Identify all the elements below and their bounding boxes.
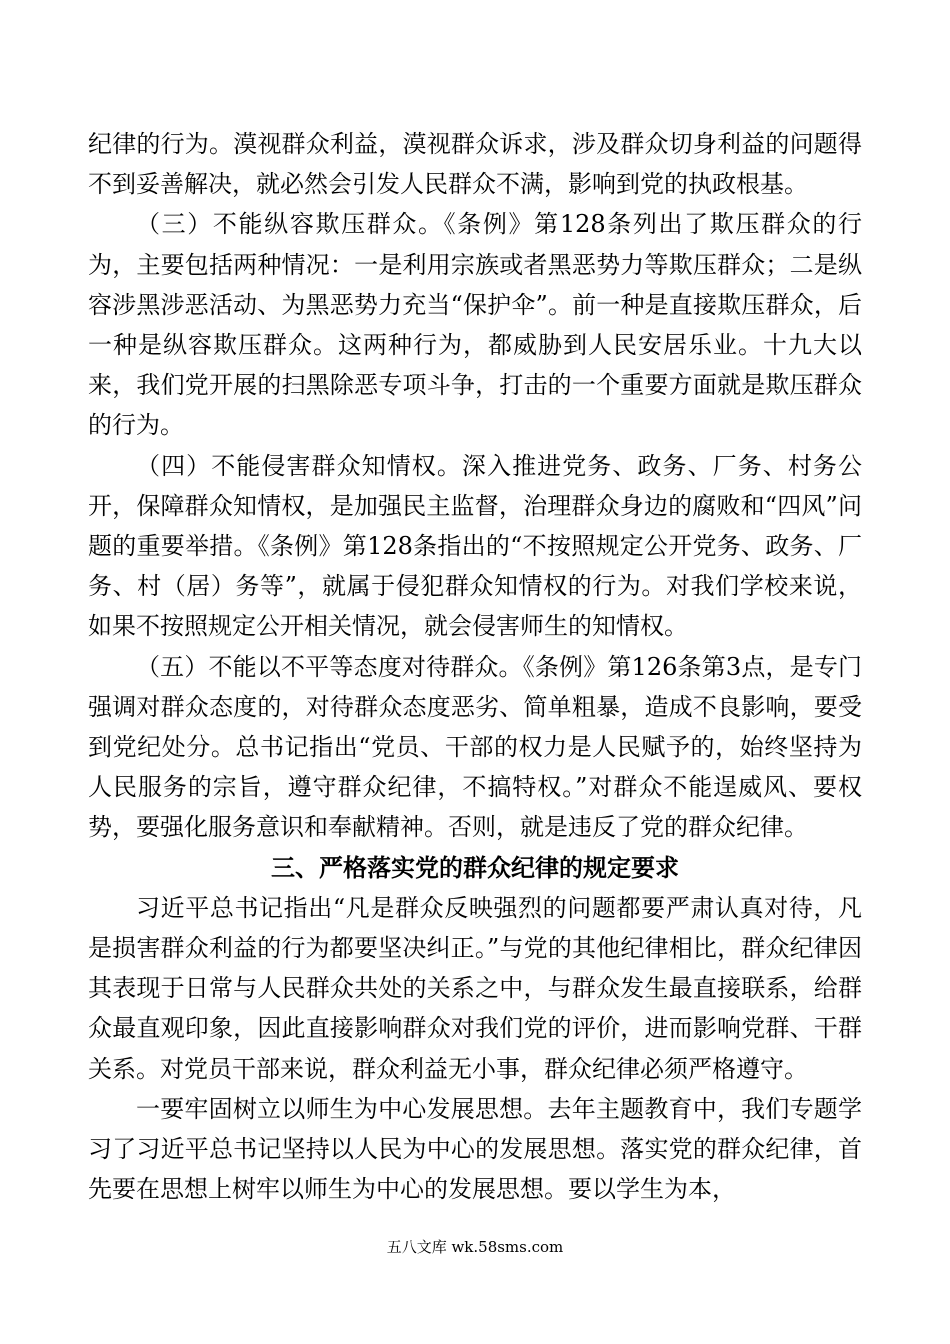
paragraph-point-one: 一要牢固树立以师生为中心发展思想。去年主题教育中，我们专题学习了习近平总书记坚持以人民为中心的发展思想。落实党的群众纪律，首先要在思想上树牢以师生为中心的发展思想。要以学生为本， (88, 1094, 862, 1204)
paragraph-item-four: （四）不能侵害群众知情权。深入推进党务、政务、厂务、村务公开，保障群众知情权，是加强民主监督，治理群众身边的腐败和“四风”问题的重要举措。《条例》第128条指出的“不按照规定公开党务、政务、厂务、村（居）务等”，就属于侵犯群众知情权的行为。对我们学校来说，如果不按照规定公开相关情况，就会侵害师生的知情权。 (88, 451, 862, 641)
footer-watermark: 五八文库 wk.58sms.com (386, 1238, 564, 1256)
document-page (88, 124, 862, 1209)
paragraph-item-five: （五）不能以不平等态度对待群众。《条例》第126条第3点，是专门强调对群众态度的，对待群众态度恶劣、简单粗暴，造成不良影响，要受到党纪处分。总书记指出“党员、干部的权力是人民赋予的，始终坚持为人民服务的宗旨，遵守群众纪律，不搞特权。”对群众不能逞威风、要权势，要强化服务意识和奉献精神。否则，就是违反了党的群众纪律。 (88, 652, 862, 842)
paragraph-item-three: （三）不能纵容欺压群众。《条例》第128条列出了欺压群众的行为，主要包括两种情况：一是利用宗族或者黑恶势力等欺压群众；二是纵容涉黑涉恶活动、为黑恶势力充当“保护伞”。前一种是直接欺压群众，后一种是纵容欺压群众。这两种行为，都威胁到人民安居乐业。十九大以来，我们党开展的扫黑除恶专项斗争，打击的一个重要方面就是欺压群众的行为。 (88, 210, 862, 440)
section-heading: 三、严格落实党的群众纪律的规定要求 (271, 853, 679, 882)
paragraph-continuation: 纪律的行为。漠视群众利益，漠视群众诉求，涉及群众切身利益的问题得不到妥善解决，就必然会引发人民群众不满，影响到党的执政根基。 (88, 130, 862, 199)
paragraph-section-intro: 习近平总书记指出“凡是群众反映强烈的问题都要严肃认真对待，凡是损害群众利益的行为都要坚决纠正。”与党的其他纪律相比，群众纪律因其表现于日常与人民群众共处的关系之中，与群众发生最直接联系，给群众最直观印象，因此直接影响群众对我们党的评价，进而影响党群、干群关系。对党员干部来说，群众利益无小事，群众纪律必须严格遵守。 (88, 893, 862, 1083)
